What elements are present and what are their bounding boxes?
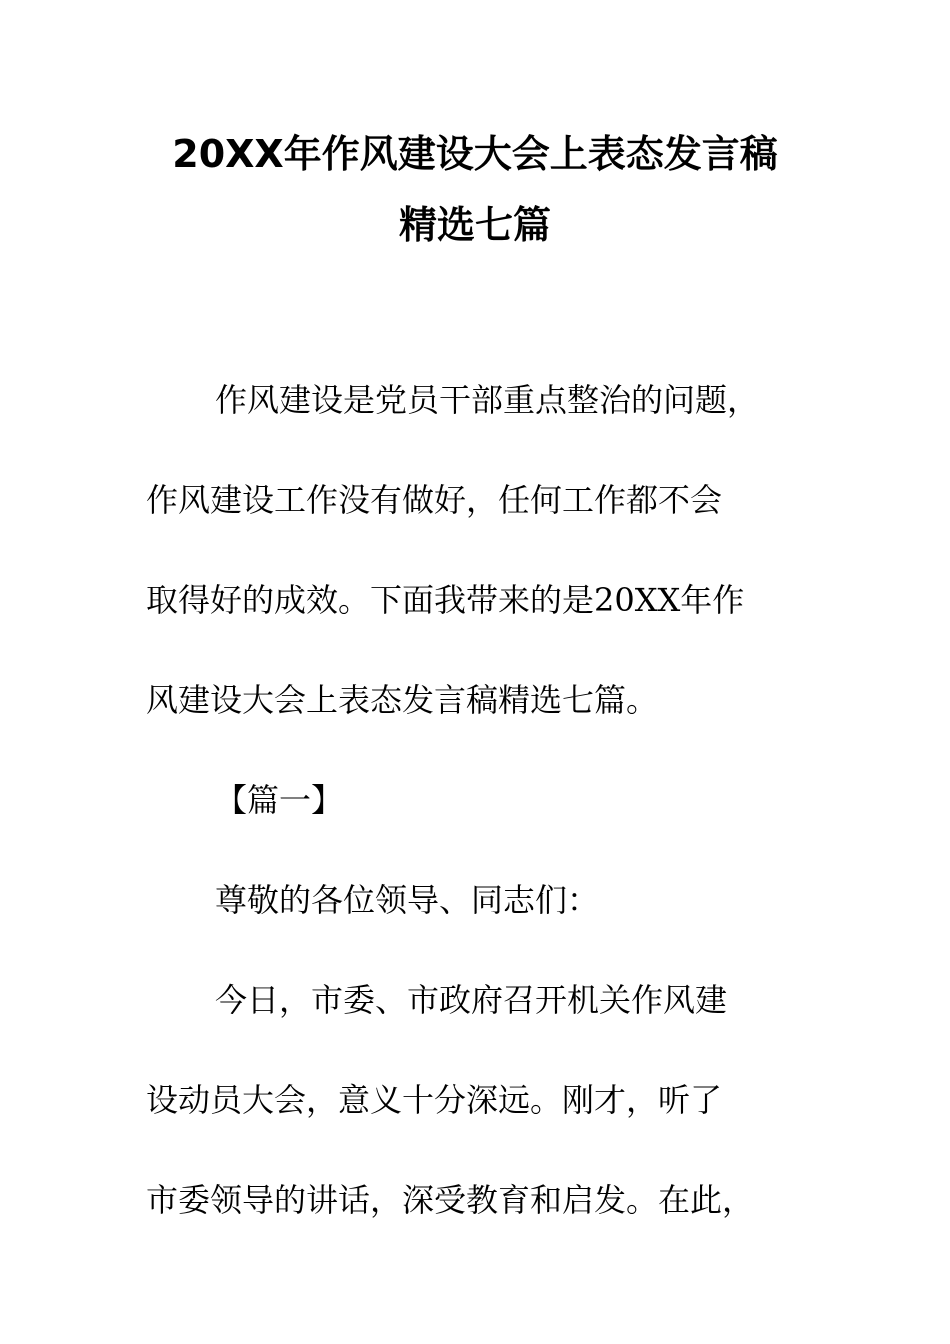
body-line-2: 作风建设工作没有做好，任何工作都不会	[146, 481, 723, 519]
body-line-4: 风建设大会上表态发言稿精选七篇。	[146, 681, 659, 719]
body-line-1: 作风建设是党员干部重点整治的问题，	[215, 381, 760, 419]
body-line-6: 设动员大会，意义十分深远。刚才，听了	[146, 1081, 723, 1119]
body-line-7: 市委领导的讲话，深受教育和启发。在此，	[146, 1181, 755, 1219]
document-title-line-1: 20XX年作风建设大会上表态发言稿	[172, 132, 778, 176]
section-heading: 【篇一】	[215, 781, 344, 819]
salutation: 尊敬的各位领导、同志们：	[215, 881, 600, 919]
body-line-5: 今日，市委、市政府召开机关作风建	[215, 981, 728, 1019]
document-title-line-2: 精选七篇	[398, 203, 551, 247]
body-line-3: 取得好的成效。下面我带来的是20XX年作	[146, 581, 745, 619]
